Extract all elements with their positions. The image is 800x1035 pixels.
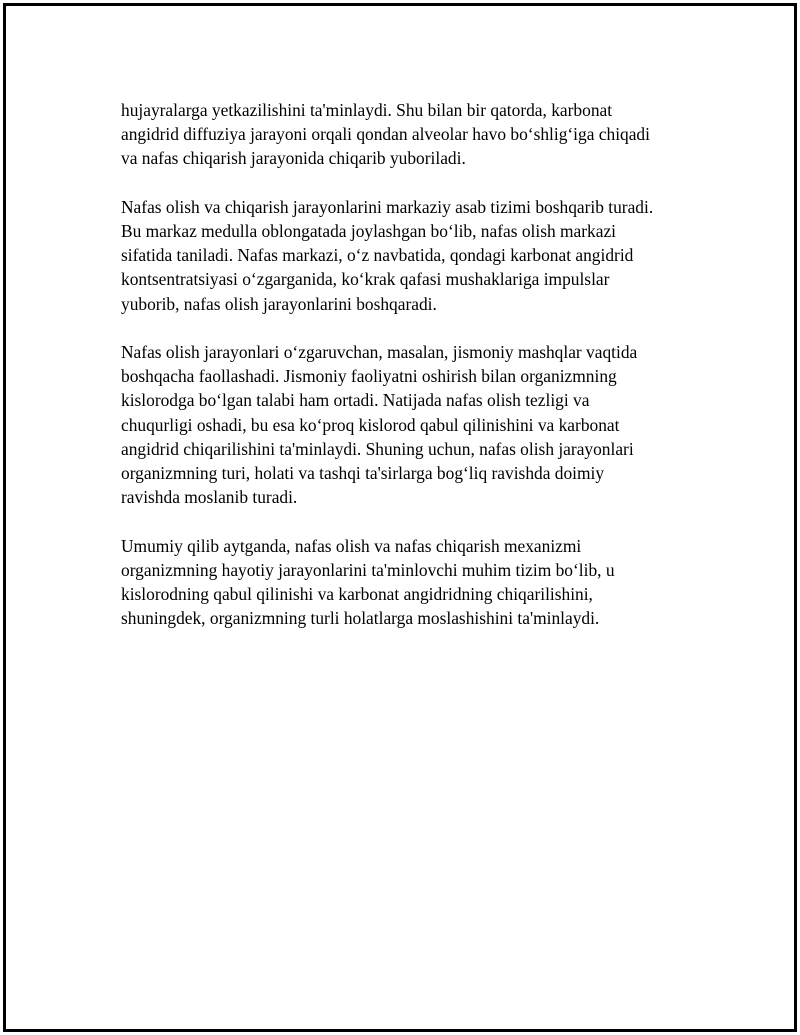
paragraph [121, 340, 721, 509]
text-line: hujayralarga yetkazilishini ta'minlaydi. Shu bilan bir qatorda, karbonat [121, 100, 613, 120]
text-line: Nafas olish jarayonlari o‘zgaruvchan, masalan, jismoniy mashqlar vaqtida [121, 342, 638, 362]
text-line: chuqurligi oshadi, bu esa ko‘proq kislorod qabul qilinishini va karbonat [121, 414, 620, 435]
text-line: angidrid diffuziya jarayoni orqali qondan alveolar havo bo‘shlig‘iga chiqadi [121, 124, 650, 145]
text-line: yuborib, nafas olish jarayonlarini boshqaradi. [121, 293, 437, 314]
paragraph [121, 195, 721, 316]
text-line: kislorodning qabul qilinishi va karbonat angidridning chiqarilishini, [121, 584, 593, 605]
paragraph [121, 98, 721, 171]
page [3, 3, 797, 1032]
text-line: organizmning hayotiy jarayonlarini ta'minlovchi muhim tizim bo‘lib, u [121, 559, 615, 580]
document-body [121, 98, 721, 655]
text-line: Bu markaz medulla oblongatada joylashgan bo‘lib, nafas olish markazi [121, 221, 617, 241]
paragraph [121, 534, 721, 631]
text-line: kislorodga bo‘lgan talabi ham ortadi. Natijada nafas olish tezligi va [121, 390, 590, 411]
text-line: angidrid chiqarilishini ta'minlaydi. Shuning uchun, nafas olish jarayonlari [121, 438, 634, 459]
text-line: sifatida taniladi. Nafas markazi, o‘z navbatida, qondagi karbonat angidrid [121, 245, 634, 266]
text-line: Nafas olish va chiqarish jarayonlarini markaziy asab tizimi boshqarib turadi. [121, 196, 654, 217]
text-line: kontsentratsiyasi o‘zgarganida, ko‘krak qafasi mushaklariga impulslar [121, 269, 610, 290]
text-line: organizmning turi, holati va tashqi ta'sirlarga bog‘liq ravishda doimiy [121, 463, 605, 484]
text-line: Umumiy qilib aytganda, nafas olish va nafas chiqarish mexanizmi [121, 535, 582, 556]
text-line: ravishda moslanib turadi. [121, 487, 298, 508]
text-line: va nafas chiqarish jarayonida chiqarib yuboriladi. [121, 148, 466, 169]
text-line: boshqacha faollashadi. Jismoniy faoliyatni oshirish bilan organizmning [121, 366, 617, 387]
text-line: shuningdek, organizmning turli holatlarga moslashishini ta'minlaydi. [121, 608, 600, 629]
